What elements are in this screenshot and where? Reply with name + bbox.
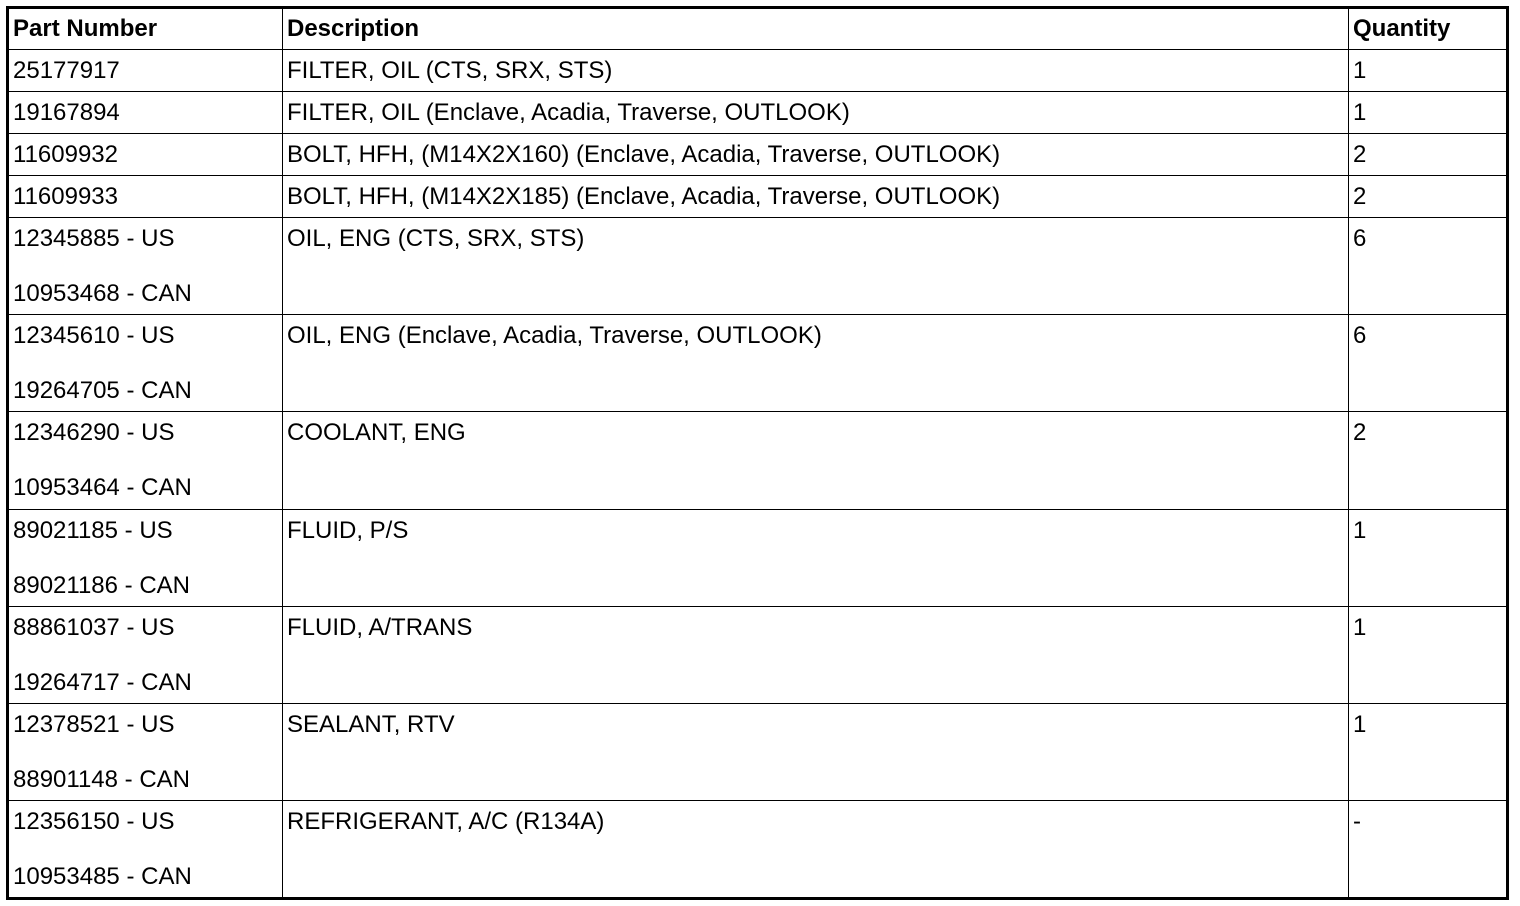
part-number-cell xyxy=(8,218,283,315)
part-number-cell xyxy=(8,92,283,134)
description-cell: OIL, ENG (Enclave, Acadia, Traverse, OUTLOOK) xyxy=(283,315,1349,412)
part-number-us: 12356150 - US xyxy=(13,807,175,835)
description-cell: BOLT, HFH, (M14X2X160) (Enclave, Acadia, Traverse, OUTLOOK) xyxy=(283,134,1349,176)
quantity-cell: 1 xyxy=(1349,703,1508,800)
part-number-us: 12345885 - US xyxy=(13,225,175,253)
part-number-cell xyxy=(8,703,283,800)
quantity-cell: - xyxy=(1349,800,1508,898)
description-cell: BOLT, HFH, (M14X2X185) (Enclave, Acadia, Traverse, OUTLOOK) xyxy=(283,176,1349,218)
part-number-cell xyxy=(8,134,283,176)
description-cell: REFRIGERANT, A/C (R134A) xyxy=(283,800,1349,898)
part-number-us: 89021185 - US xyxy=(13,516,173,544)
description-cell: SEALANT, RTV xyxy=(283,703,1349,800)
description-cell: OIL, ENG (CTS, SRX, STS) xyxy=(283,218,1349,315)
quantity-cell: 1 xyxy=(1349,509,1508,606)
table-row xyxy=(8,509,1508,606)
table-row xyxy=(8,50,1508,92)
table-row xyxy=(8,134,1508,176)
part-number-cell xyxy=(8,800,283,898)
table-row xyxy=(8,92,1508,134)
part-number: 25177917 xyxy=(13,57,120,84)
table-row xyxy=(8,800,1508,898)
quantity-cell: 2 xyxy=(1349,134,1508,176)
quantity-cell: 1 xyxy=(1349,50,1508,92)
part-number-cell xyxy=(8,412,283,509)
quantity-cell: 6 xyxy=(1349,315,1508,412)
part-number: 11609932 xyxy=(13,141,118,169)
part-number-cell xyxy=(8,509,283,606)
part-number-can: 88901148 - CAN xyxy=(13,765,190,793)
table-row xyxy=(8,703,1508,800)
part-number-us: 88861037 - US xyxy=(13,613,175,641)
part-number-cell xyxy=(8,606,283,703)
part-number-can: 10953485 - CAN xyxy=(13,862,192,890)
quantity-cell: 1 xyxy=(1349,606,1508,703)
quantity-header: Quantity xyxy=(1349,8,1508,50)
part-number: 11609933 xyxy=(13,183,118,211)
description-cell: FLUID, P/S xyxy=(283,509,1349,606)
table-row xyxy=(8,315,1508,412)
description-cell: COOLANT, ENG xyxy=(283,412,1349,509)
part-number-us: 12346290 - US xyxy=(13,419,175,447)
part-number-can: 19264705 - CAN xyxy=(13,377,192,405)
quantity-cell: 2 xyxy=(1349,176,1508,218)
parts-table xyxy=(6,6,1509,900)
table-row xyxy=(8,412,1508,509)
part-number-cell xyxy=(8,176,283,218)
quantity-cell: 1 xyxy=(1349,92,1508,134)
table-row xyxy=(8,176,1508,218)
header-row xyxy=(8,8,1508,50)
part-number-can: 89021186 - CAN xyxy=(13,571,190,599)
part-number-cell xyxy=(8,50,283,92)
part-number-cell xyxy=(8,315,283,412)
table-row xyxy=(8,606,1508,703)
part-number-us: 12345610 - US xyxy=(13,322,175,350)
table-row xyxy=(8,218,1508,315)
description-header: Description xyxy=(283,8,1349,50)
description-cell: FILTER, OIL (Enclave, Acadia, Traverse, OUTLOOK) xyxy=(283,92,1349,134)
description-cell: FILTER, OIL (CTS, SRX, STS) xyxy=(283,50,1349,92)
part-number: 19167894 xyxy=(13,99,120,127)
quantity-cell: 2 xyxy=(1349,412,1508,509)
part-number-can: 10953464 - CAN xyxy=(13,474,192,502)
part-number-header: Part Number xyxy=(8,8,283,50)
part-number-can: 19264717 - CAN xyxy=(13,668,192,696)
description-cell: FLUID, A/TRANS xyxy=(283,606,1349,703)
quantity-cell: 6 xyxy=(1349,218,1508,315)
part-number-us: 12378521 - US xyxy=(13,710,175,738)
part-number-can: 10953468 - CAN xyxy=(13,280,192,308)
